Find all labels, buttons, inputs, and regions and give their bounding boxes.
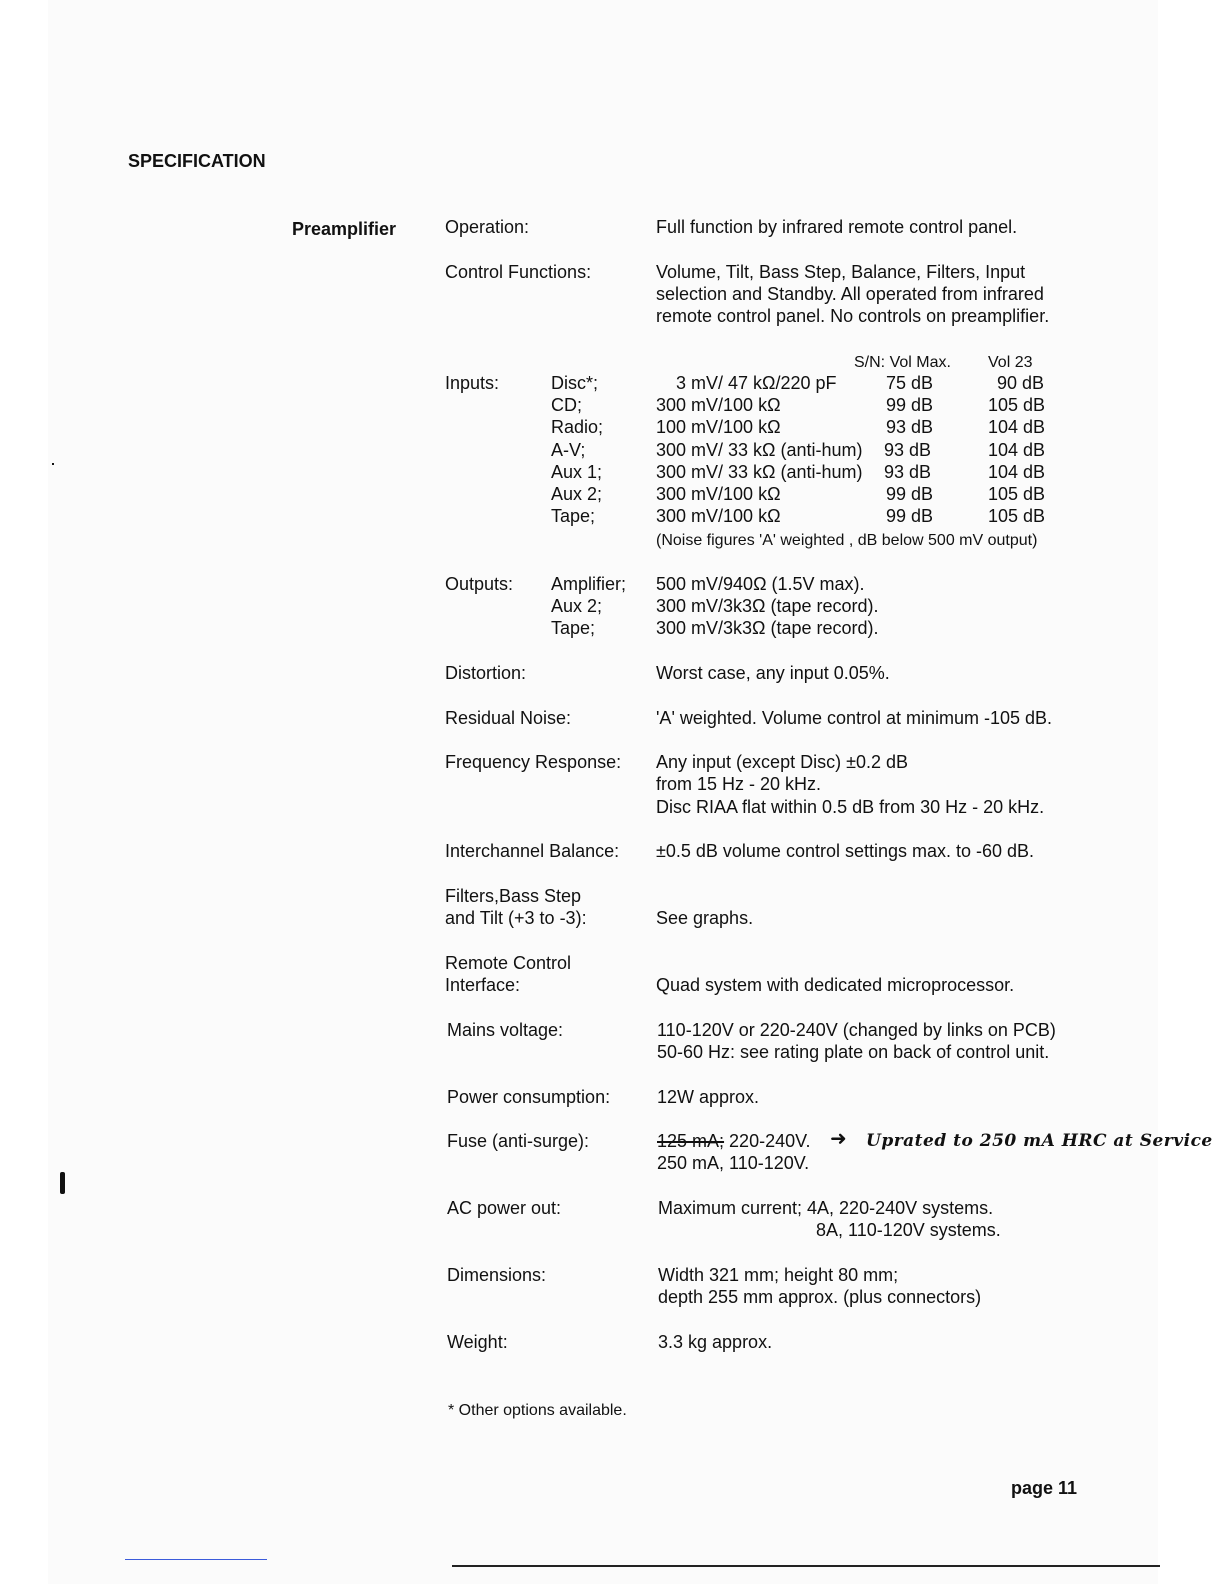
fuse-struck-value: 125 mA; bbox=[657, 1131, 725, 1151]
input-vol: 105 dB bbox=[988, 506, 1046, 526]
inputs-note: (Noise figures 'A' weighted , dB below 500 mV output) bbox=[656, 532, 1038, 549]
inputs-label: Inputs: bbox=[445, 373, 500, 393]
category-heading: Preamplifier bbox=[292, 219, 397, 239]
input-name: Aux 1; bbox=[551, 462, 603, 482]
distortion-label: Distortion: bbox=[445, 663, 527, 683]
input-name: Radio; bbox=[551, 417, 604, 437]
scan-dot bbox=[52, 463, 54, 465]
filters-label-line: Filters,Bass Step bbox=[445, 886, 582, 906]
input-spec: 300 mV/100 kΩ bbox=[656, 506, 781, 526]
power-consumption-label: Power consumption: bbox=[447, 1087, 611, 1107]
input-vol: 105 dB bbox=[988, 395, 1046, 415]
input-sn: 99 dB bbox=[886, 395, 934, 415]
control-functions-line: Volume, Tilt, Bass Step, Balance, Filters, Input bbox=[656, 262, 1026, 282]
dimensions-line: depth 255 mm approx. (plus connectors) bbox=[658, 1287, 982, 1307]
mains-voltage-label: Mains voltage: bbox=[447, 1020, 564, 1040]
residual-noise-value: 'A' weighted. Volume control at minimum -105 dB. bbox=[656, 708, 1053, 728]
remote-control-label-line: Interface: bbox=[445, 975, 521, 995]
input-sn: 99 dB bbox=[886, 484, 934, 504]
weight-value: 3.3 kg approx. bbox=[658, 1332, 773, 1352]
input-name: CD; bbox=[551, 395, 582, 415]
ac-power-out-label: AC power out: bbox=[447, 1198, 562, 1218]
input-sn: 93 dB bbox=[884, 440, 932, 460]
input-spec: 300 mV/ 33 kΩ (anti-hum) bbox=[656, 462, 863, 482]
filters-label-line: and Tilt (+3 to -3): bbox=[445, 908, 587, 928]
output-name: Tape; bbox=[551, 618, 596, 638]
filters-value: See graphs. bbox=[656, 908, 754, 928]
input-name: Disc*; bbox=[551, 373, 599, 393]
ac-power-out-line: 8A, 110-120V systems. bbox=[816, 1220, 1001, 1240]
input-sn: 93 dB bbox=[886, 417, 934, 437]
page-number: page 11 bbox=[1011, 1478, 1078, 1498]
weight-label: Weight: bbox=[447, 1332, 508, 1352]
distortion-value: Worst case, any input 0.05%. bbox=[656, 663, 890, 683]
input-vol: 104 dB bbox=[988, 440, 1046, 460]
scan-mark bbox=[60, 1172, 65, 1194]
footnote: * Other options available. bbox=[448, 1402, 627, 1419]
section-title: SPECIFICATION bbox=[128, 151, 266, 171]
bottom-link-rule bbox=[125, 1559, 267, 1560]
frequency-response-line: from 15 Hz - 20 kHz. bbox=[656, 774, 822, 794]
fuse-label: Fuse (anti-surge): bbox=[447, 1131, 590, 1151]
input-spec: 300 mV/ 33 kΩ (anti-hum) bbox=[656, 440, 863, 460]
remote-control-value: Quad system with dedicated microprocessor. bbox=[656, 975, 1015, 995]
interchannel-balance-label: Interchannel Balance: bbox=[445, 841, 620, 861]
frequency-response-line: Any input (except Disc) ±0.2 dB bbox=[656, 752, 908, 772]
control-functions-label: Control Functions: bbox=[445, 262, 592, 282]
mains-voltage-line: 110-120V or 220-240V (changed by links on PCB) bbox=[657, 1020, 1056, 1040]
input-vol: 104 dB bbox=[988, 462, 1046, 482]
input-spec: 300 mV/100 kΩ bbox=[656, 484, 781, 504]
input-sn: 99 dB bbox=[886, 506, 934, 526]
ac-power-out-line: Maximum current; 4A, 220-240V systems. bbox=[658, 1198, 994, 1218]
residual-noise-label: Residual Noise: bbox=[445, 708, 572, 728]
interchannel-balance-value: ±0.5 dB volume control settings max. to -60 dB. bbox=[656, 841, 1035, 861]
input-spec: 100 mV/100 kΩ bbox=[656, 417, 781, 437]
output-spec: 300 mV/3k3Ω (tape record). bbox=[656, 618, 879, 638]
fuse-line-1-rest: 220-240V. bbox=[724, 1131, 811, 1151]
output-spec: 500 mV/940Ω (1.5V max). bbox=[656, 574, 865, 594]
control-functions-line: selection and Standby. All operated from infrared bbox=[656, 284, 1044, 304]
dimensions-line: Width 321 mm; height 80 mm; bbox=[658, 1265, 899, 1285]
frequency-response-line: Disc RIAA flat within 0.5 dB from 30 Hz - 20 kHz. bbox=[656, 797, 1045, 817]
frequency-response-label: Frequency Response: bbox=[445, 752, 622, 772]
dimensions-label: Dimensions: bbox=[447, 1265, 547, 1285]
input-name: Aux 2; bbox=[551, 484, 603, 504]
inputs-header-sn: S/N: Vol Max. bbox=[854, 354, 951, 371]
power-consumption-value: 12W approx. bbox=[657, 1087, 760, 1107]
outputs-label: Outputs: bbox=[445, 574, 514, 594]
remote-control-label-line: Remote Control bbox=[445, 953, 572, 973]
operation-value: Full function by infrared remote control panel. bbox=[656, 217, 1018, 237]
input-vol: 105 dB bbox=[988, 484, 1046, 504]
mains-voltage-line: 50-60 Hz: see rating plate on back of control unit. bbox=[657, 1042, 1050, 1062]
output-name: Aux 2; bbox=[551, 596, 603, 616]
fuse-line-2: 250 mA, 110-120V. bbox=[657, 1153, 810, 1173]
control-functions-line: remote control panel. No controls on preamplifier. bbox=[656, 306, 1050, 326]
input-vol: 90 dB bbox=[997, 373, 1045, 393]
bottom-rule bbox=[452, 1565, 1160, 1567]
input-sn: 93 dB bbox=[884, 462, 932, 482]
input-name: A-V; bbox=[551, 440, 586, 460]
handwritten-arrow-icon: ➜ bbox=[830, 1128, 847, 1150]
fuse-line-1 bbox=[657, 1130, 810, 1152]
output-spec: 300 mV/3k3Ω (tape record). bbox=[656, 596, 879, 616]
output-name: Amplifier; bbox=[551, 574, 627, 594]
operation-label: Operation: bbox=[445, 217, 530, 237]
input-vol: 104 dB bbox=[988, 417, 1046, 437]
input-name: Tape; bbox=[551, 506, 596, 526]
inputs-header-vol: Vol 23 bbox=[988, 354, 1033, 371]
input-sn: 75 dB bbox=[886, 373, 934, 393]
handwritten-annotation: Uprated to 250 mA HRC at Service bbox=[866, 1131, 1213, 1151]
input-spec: 3 mV/ 47 kΩ/220 pF bbox=[676, 373, 837, 393]
input-spec: 300 mV/100 kΩ bbox=[656, 395, 781, 415]
